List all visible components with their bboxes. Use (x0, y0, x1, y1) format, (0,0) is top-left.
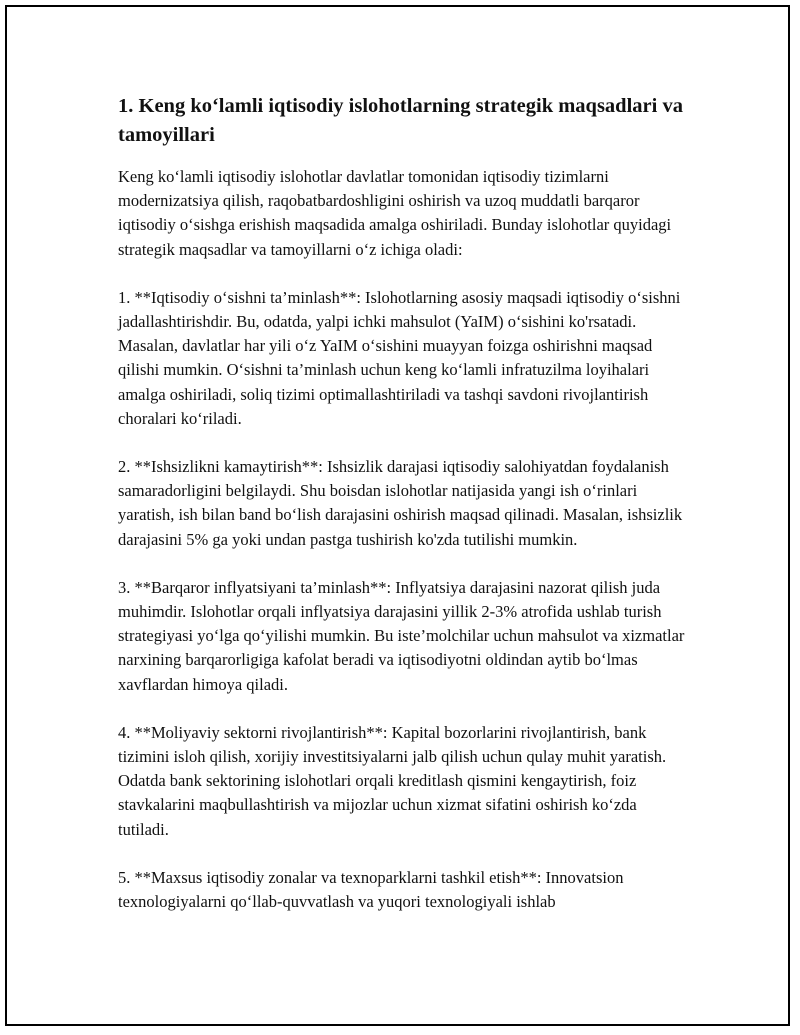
intro-paragraph: Keng ko‘lamli iqtisodiy islohotlar davlatlar tomonidan iqtisodiy tizimlarni modernizatsiya qilish, raqobatbardoshligini oshirish va uzoq muddatli barqaror iqtisodiy o‘sishga erishish maqsadida amalga oshiriladi. Bunday islohotlar quyidagi strategik maqsadlar va tamoyillarni o‘z ichiga oladi: (118, 167, 672, 259)
document-body (118, 92, 690, 938)
paragraph-inflation: 3. **Barqaror inflyatsiyani ta’minlash**: Inflyatsiya darajasini nazorat qilish juda muhimdir. Islohotlar orqali inflyatsiya darajasini yillik 2-3% atrofida ushlab turish strategiyasi yo‘lga qo‘yilishi mumkin. Bu iste’molchilar uchun mahsulot va xizmatlar narxining barqarorligiga kafolat beradi va iqtisodiyotni oldindan aytib bo‘lmas xavflardan himoya qiladi. (118, 577, 685, 694)
paragraph-unemployment: 2. **Ishsizlikni kamaytirish**: Ishsizlik darajasi iqtisodiy salohiyatdan foydalanish samaradorligini belgilaydi. Shu boisdan islohotlar natijasida yangi ish o‘rinlari yaratish, ish bilan band bo‘lish darajasini oshirish maqsad qilinadi. Masalan, ishsizlik darajasini 5% ga yoki undan pastga tushirish ko'zda tutilishi mumkin. (118, 457, 683, 549)
section-heading: 1. Keng ko‘lamli iqtisodiy islohotlarning strategik maqsadlari va tamoyillari (118, 95, 683, 146)
paragraph-economic-growth: 1. **Iqtisodiy o‘sishni ta’minlash**: Islohotlarning asosiy maqsadi iqtisodiy o‘sishni jadallashtirishdir. Bu, odatda, yalpi ichki mahsulot (YaIM) o‘sishini ko'rsatadi. Masalan, davlatlar har yili o‘z YaIM o‘sishini muayyan foizga oshirishni maqsad qilishi mumkin. O‘sishni ta’minlash uchun keng ko‘lamli infratuzilma loyihalari amalga oshiriladi, soliq tizimi optimallashtiriladi va tashqi savdoni rivojlantirish choralari ko‘riladi. (118, 287, 681, 428)
paragraph-financial-sector: 4. **Moliyaviy sektorni rivojlantirish**: Kapital bozorlarini rivojlantirish, bank tizimini isloh qilish, xorijiy investitsiyalarni jalb qilish uchun qulay muhit yaratish. Odatda bank sektorining islohotlari orqali kreditlash qismini kengaytirish, foiz stavkalarini maqbullashtirish va mijozlar uchun xizmat sifatini oshirish ko‘zda tutiladi. (118, 722, 667, 839)
paragraph-economic-zones: 5. **Maxsus iqtisodiy zonalar va texnoparklarni tashkil etish**: Innovatsion texnologiyalarni qo‘llab-quvvatlash va yuqori texnologiyali ishlab (118, 867, 624, 912)
